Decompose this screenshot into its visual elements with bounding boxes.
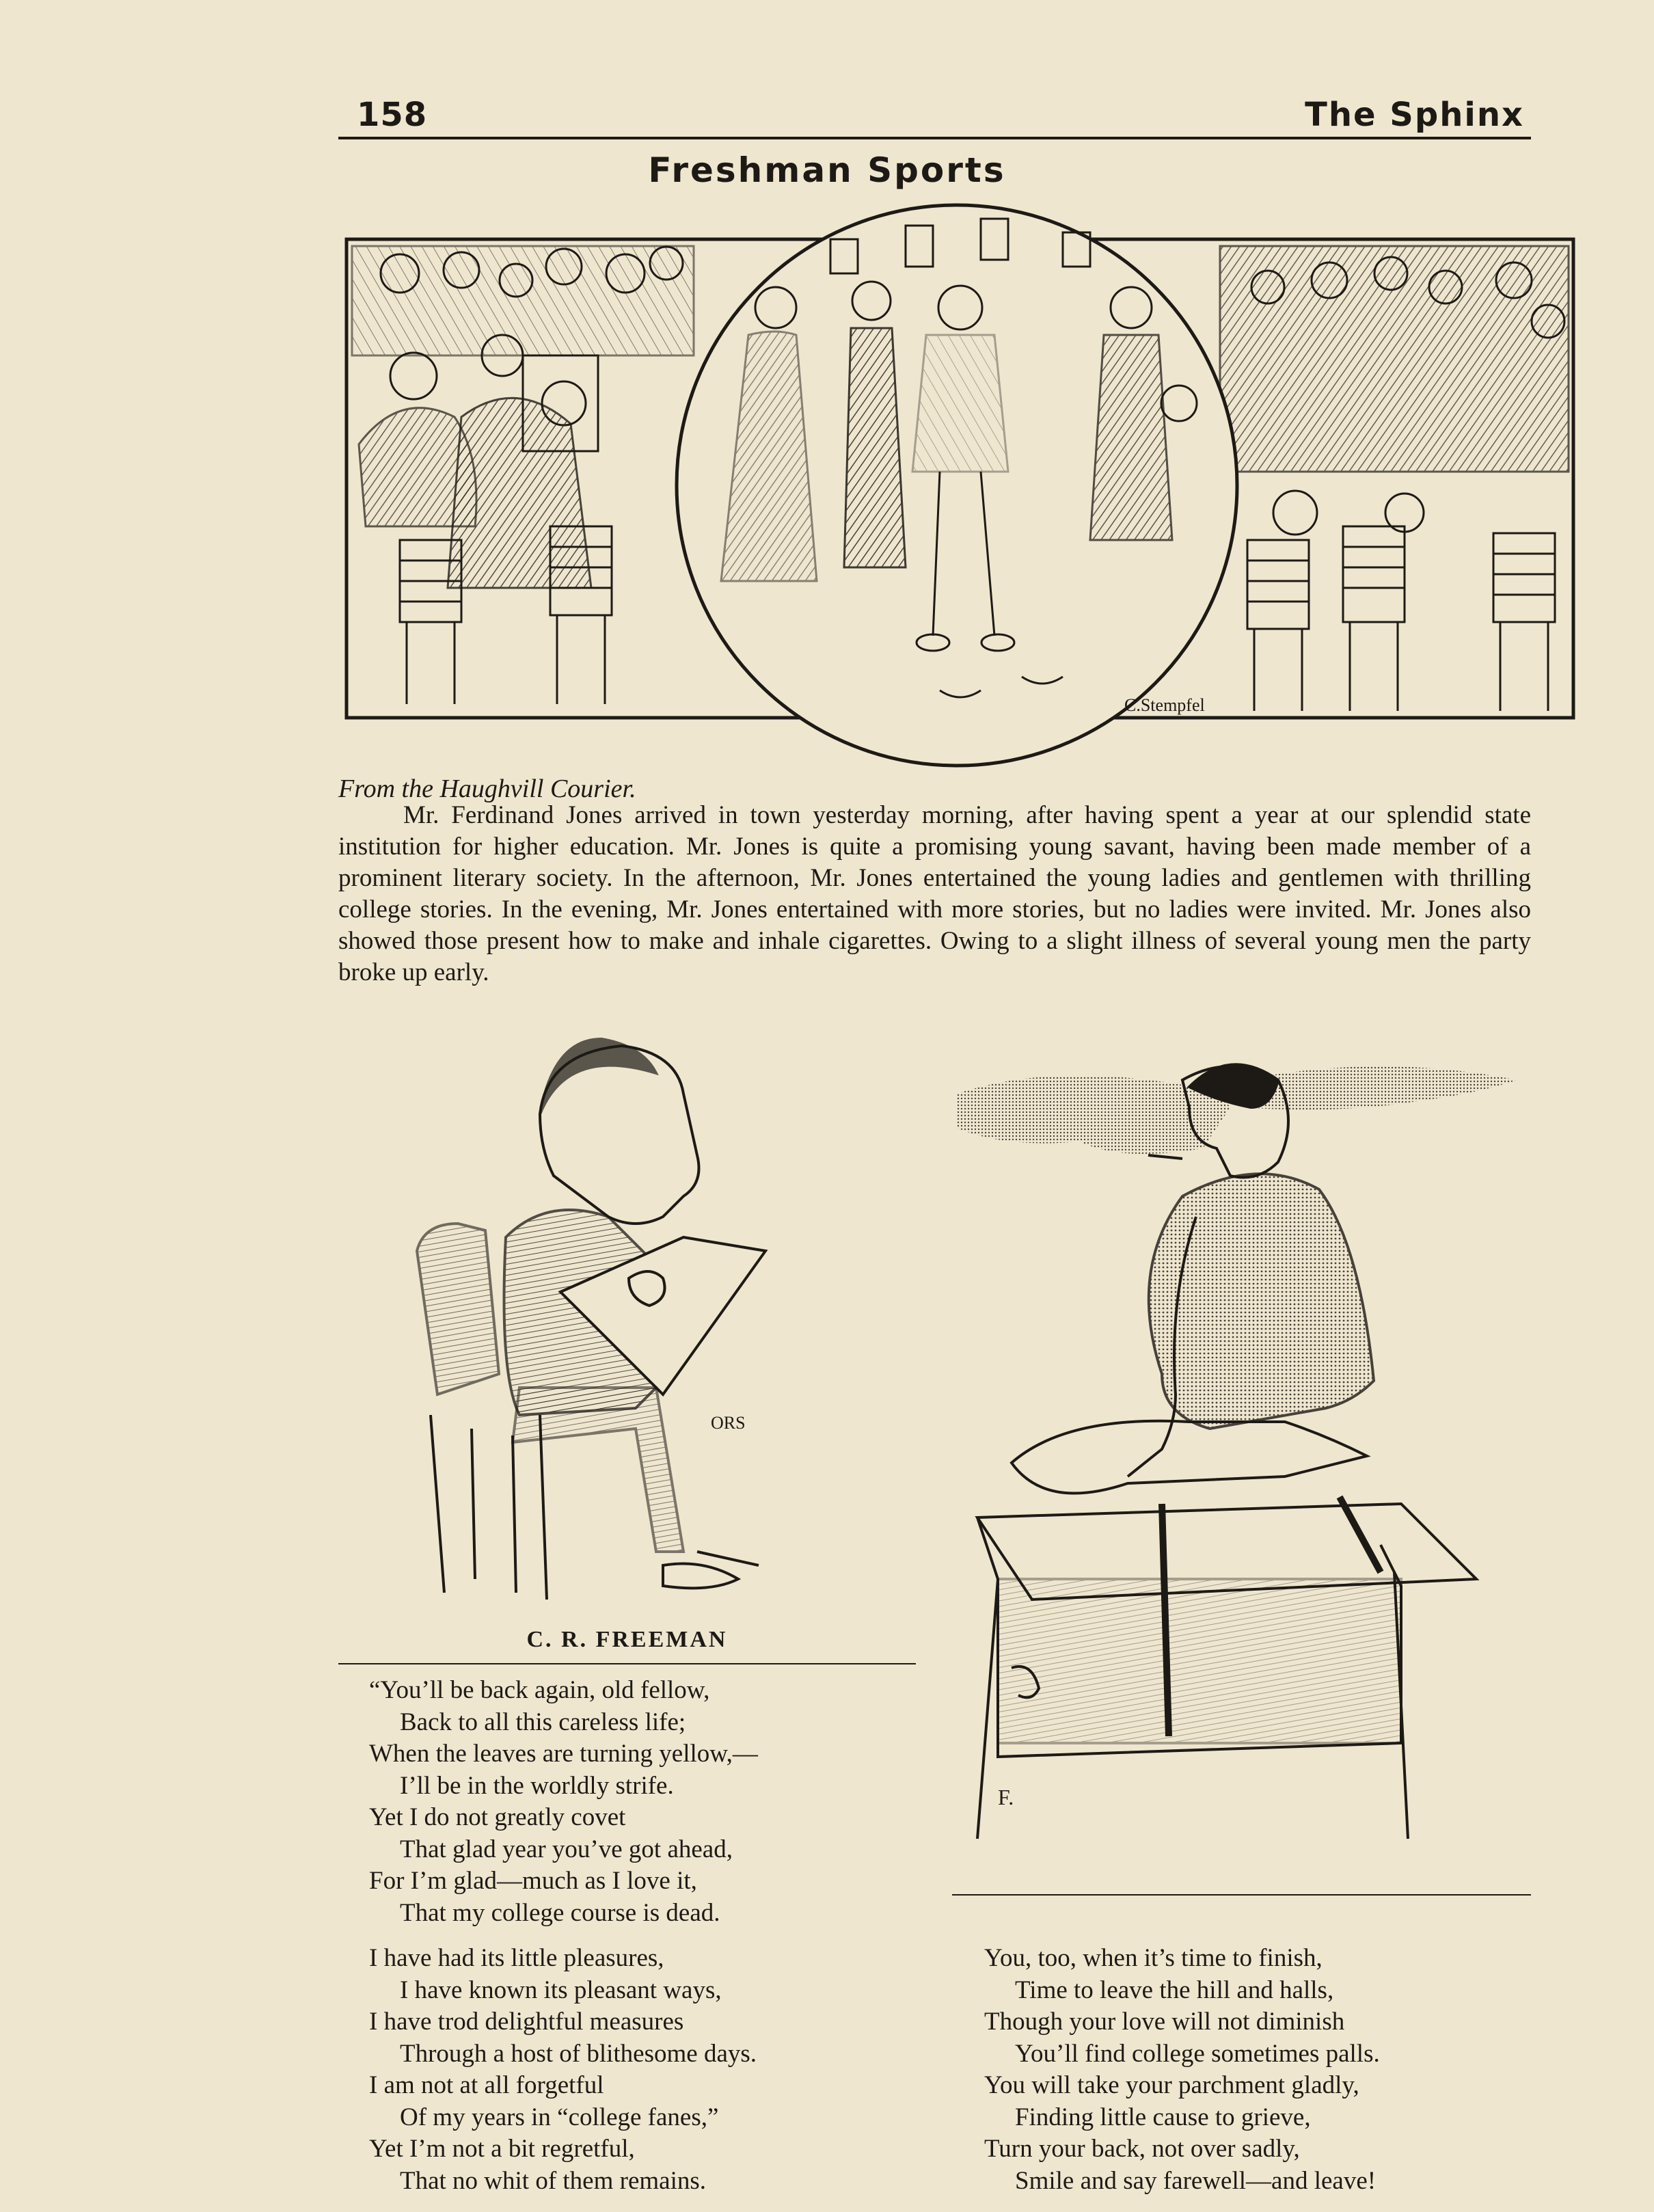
top-illustration-signature: C.Stempfel (1124, 695, 1205, 715)
article-body (338, 800, 1531, 988)
smoker-on-trunk-illustration (957, 1053, 1613, 1852)
article-source: From the Haughvill Courier. (338, 774, 636, 803)
poem-line: That no whit of them remains. (400, 2166, 707, 2195)
poem-line: I’ll be in the worldly strife. (400, 1771, 674, 1800)
poem-line: That glad year you’ve got ahead, (400, 1835, 733, 1863)
freeman-portrait-illustration (403, 1032, 895, 1620)
freshman-sports-illustration (338, 198, 1582, 772)
poem-line: Through a host of blithesome days. (400, 2039, 757, 2068)
poem-line: Yet I do not greatly covet (369, 1803, 626, 1831)
poem-line: I have known its pleasant ways, (400, 1975, 722, 2004)
smoker-signature: F. (998, 1785, 1014, 1809)
page-number: 158 (357, 96, 428, 134)
poem-line: When the leaves are turning yellow,— (369, 1740, 758, 1768)
portrait-signature: ORS (711, 1413, 746, 1433)
poem-line: You will take your parchment gladly, (984, 2071, 1359, 2099)
poem-line: Of my years in “college fanes,” (400, 2103, 719, 2131)
poem-line: That my college course is dead. (400, 1898, 720, 1927)
poem-line: You, too, when it’s time to finish, (984, 1944, 1323, 1972)
poem-line: Time to leave the hill and halls, (1015, 1975, 1334, 2004)
page-title: Freshman Sports (648, 150, 1006, 190)
poem-line: Finding little cause to grieve, (1015, 2103, 1311, 2131)
header-rule (338, 137, 1531, 139)
poem-line: I have trod delightful measures (369, 2008, 684, 2036)
poem-stanza-1 (369, 1675, 758, 1929)
poem-stanza-2 (369, 1943, 757, 2197)
poem-stanza-3 (984, 1943, 1380, 2197)
poem-line: Smile and say farewell—and leave! (1015, 2166, 1377, 2195)
poem-line: I am not at all forgetful (369, 2071, 604, 2099)
poem-line: For I’m glad—much as I love it, (369, 1867, 697, 1895)
portrait-caption: C. R. FREEMAN (526, 1627, 728, 1652)
poem-line: I have had its little pleasures, (369, 1944, 664, 1972)
poem-line: Back to all this careless life; (400, 1708, 686, 1736)
poem-line: You’ll find college sometimes palls. (1015, 2039, 1380, 2068)
running-header: The Sphinx (1305, 96, 1524, 134)
poem-line: Turn your back, not over sadly, (984, 2135, 1300, 2163)
article-paragraph: Mr. Ferdinand Jones arrived in town yesterday morning, after having spent a year at our splendid state institution for higher education. Mr. Jones is quite a promising young savant, having been made member of a prominent literary society. In the afternoon, Mr. Jones entertained the young ladies and gentlemen with thrilling college stories. In the evening, Mr. Jones entertained with more stories, but no ladies were invited. Mr. Jones also showed those present how to make and inhale cigarettes. Owing to a slight illness of several young men the party broke up early. (338, 801, 1531, 986)
poem-line: “You’ll be back again, old fellow, (369, 1676, 710, 1704)
poem-line: Though your love will not diminish (984, 2008, 1345, 2036)
poem-line: Yet I’m not a bit regretful, (369, 2135, 635, 2163)
caption-rule (338, 1663, 916, 1664)
illustration-rule (952, 1894, 1531, 1896)
